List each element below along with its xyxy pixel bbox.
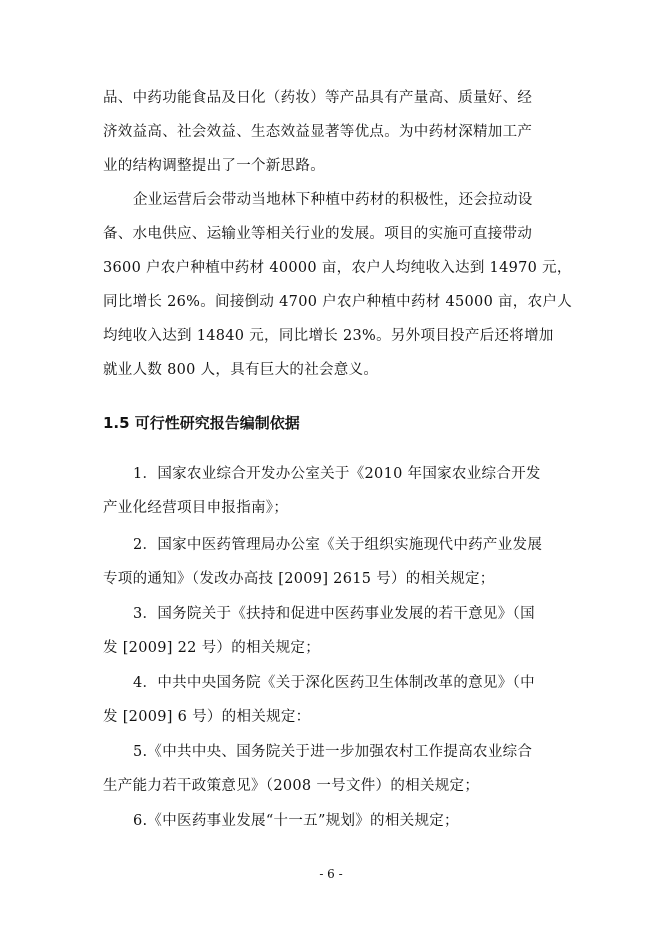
intro-line-3: 业的结构调整提出了一个新思路。 xyxy=(103,158,325,174)
basis-item-2-line-2: 专项的通知》（发改办高技 [2009] 2615 号）的相关规定； xyxy=(103,571,495,587)
basis-item-6-line-1: 6.《中医药事业发展“十一五”规划》的相关规定； xyxy=(133,813,459,829)
section-heading: 1.5 可行性研究报告编制依据 xyxy=(103,414,300,432)
basis-item-5-line-1: 5.《中共中央、国务院关于进一步加强农村工作提高农业综合 xyxy=(133,744,533,760)
impact-line-5: 均纯收入达到 14840 元，同比增长 23%。另外项目投产后还将增加 xyxy=(103,328,554,344)
basis-item-5-line-2: 生产能力若干政策意见》（2008 一号文件）的相关规定； xyxy=(103,778,480,794)
impact-line-2: 备、水电供应、运输业等相关行业的发展。项目的实施可直接带动 xyxy=(103,226,533,242)
basis-item-1-line-1: 1．国家农业综合开发办公室关于《2010 年国家农业综合开发 xyxy=(133,466,541,482)
impact-line-3: 3600 户农户种植中药材 40000 亩，农户人均纯收入达到 14970 元， xyxy=(103,260,572,276)
basis-item-3-line-2: 发 [2009] 22 号）的相关规定； xyxy=(103,640,320,656)
basis-item-1-line-2: 产业化经营项目申报指南》； xyxy=(103,500,289,516)
impact-line-6: 就业人数 800 人，具有巨大的社会意义。 xyxy=(103,362,379,378)
basis-item-4-line-1: 4．中共中央国务院《关于深化医药卫生体制改革的意见》（中 xyxy=(133,675,535,691)
impact-line-1: 企业运营后会带动当地林下种植中药材的积极性，还会拉动设 xyxy=(133,192,533,208)
basis-item-4-line-2: 发 [2009] 6 号）的相关规定： xyxy=(103,709,311,725)
page-number: - 6 - xyxy=(319,867,343,881)
impact-line-4: 同比增长 26%。间接倒动 4700 户农户种植中药材 45000 亩，农户人 xyxy=(103,294,572,310)
basis-item-2-line-1: 2．国家中医药管理局办公室《关于组织实施现代中药产业发展 xyxy=(133,537,543,553)
intro-line-1: 品、中药功能食品及日化（药妆）等产品具有产量高、质量好、经 xyxy=(103,90,533,106)
intro-line-2: 济效益高、社会效益、生态效益显著等优点。为中药材深精加工产 xyxy=(103,124,533,140)
basis-item-3-line-1: 3．国务院关于《扶持和促进中医药事业发展的若干意见》（国 xyxy=(133,606,535,622)
